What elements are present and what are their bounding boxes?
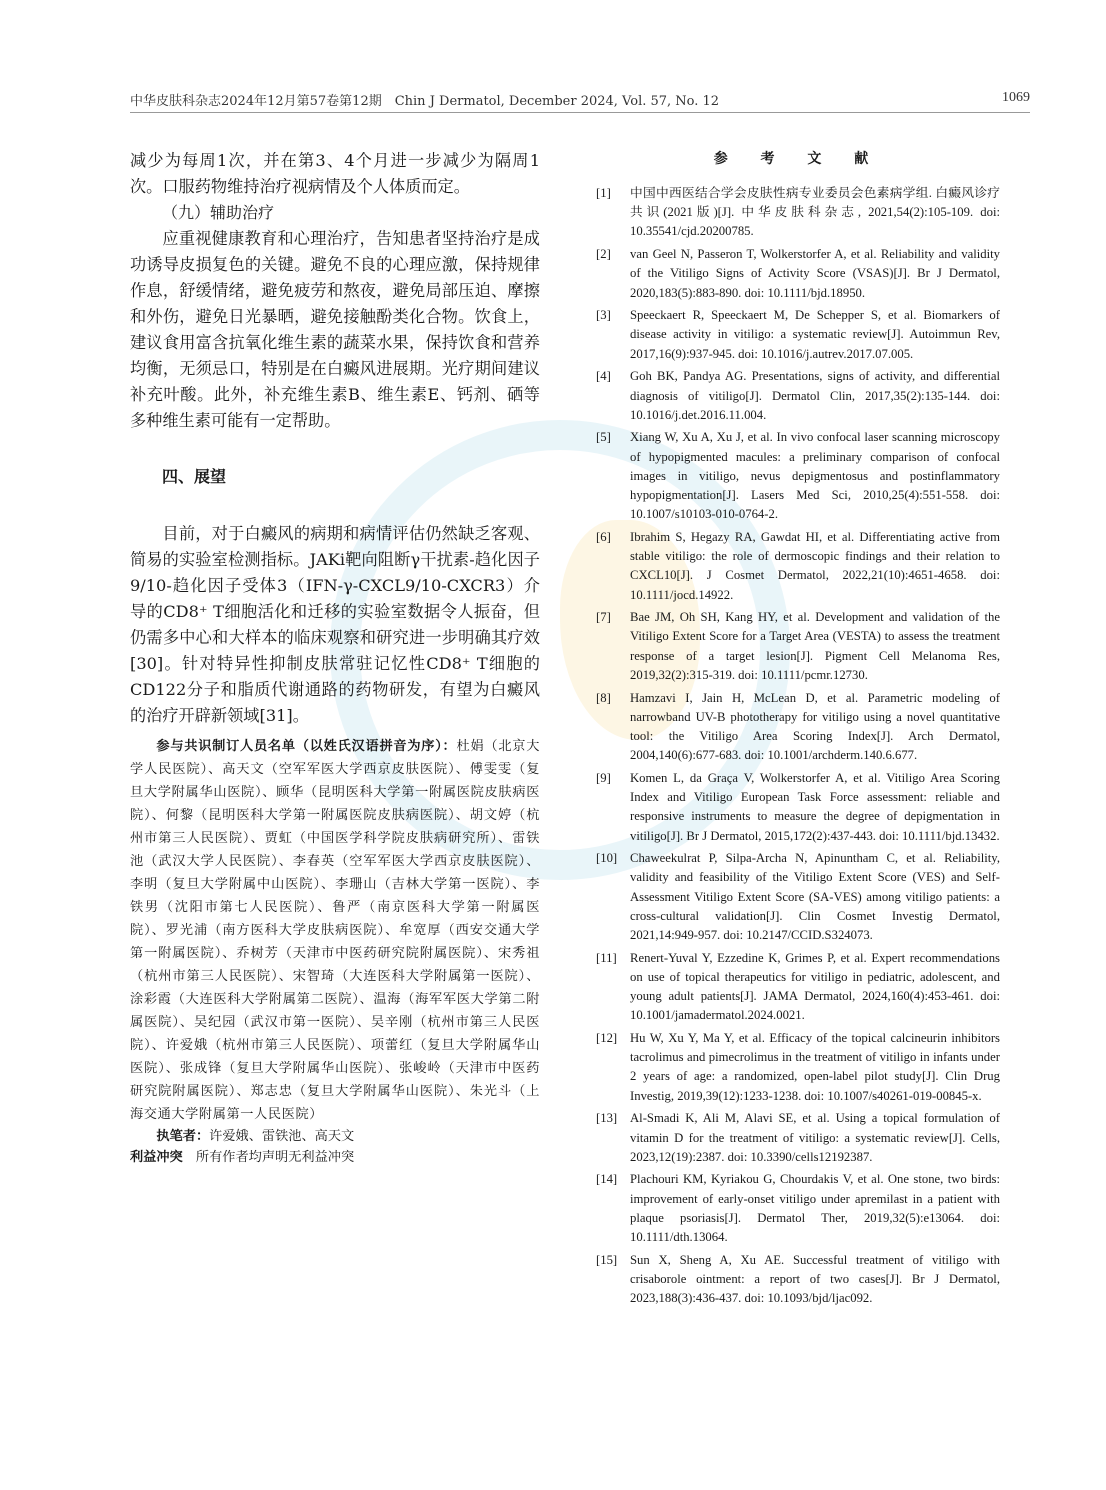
subheading-adjunct-therapy: （九）辅助治疗 xyxy=(162,203,275,222)
references-column xyxy=(596,148,1000,1312)
reference-text: Chaweekulrat P, Silpa-Archa N, Apinuntham C, et al. Reliability, validity and feasibility of the Vitiligo Extent Score (VES) and Self-Assessment Vitiligo Extent Score (SA-VES) among vitiligo patients: a cross-cultural validation[J]. Clin Cosmet Investig Dermatol, 2021,14:949-957. doi: 10.2147/CCID.S324073. xyxy=(630,851,1000,943)
page-number: 1069 xyxy=(1002,90,1030,105)
conflict-of-interest xyxy=(130,1148,540,1168)
reference-item xyxy=(596,1109,1000,1167)
reference-number: [14] xyxy=(596,1172,618,1187)
reference-number: [15] xyxy=(596,1252,618,1267)
running-header xyxy=(130,90,1030,113)
paragraph-maintenance: 减少为每周1次，并在第3、4个月进一步减少为隔周1次。口服药物维持治疗视病情及个人体质而定。 xyxy=(130,151,540,196)
reference-number: [7] xyxy=(596,610,611,625)
reference-number: [5] xyxy=(596,430,611,445)
references-title: 参 考 文 献 xyxy=(713,151,883,167)
reference-text: Bae JM, Oh SH, Kang HY, et al. Development and validation of the Vitiligo Extent Score for a Target Area (VESTA) to assess the treatment response of a target lesion[J]. Pigment Cell Melanoma Res, 2019,32(2):315-319. doi: 10.1111/pcmr.12730. xyxy=(630,610,1000,682)
paragraph-adjunct-therapy: 应重视健康教育和心理治疗，告知患者坚持治疗是成功诱导皮损复色的关键。避免不良的心理应激，保持规律作息，舒缓情绪，避免疲劳和熬夜，避免局部压迫、摩擦和外伤，避免日光暴晒，避免接触酚类化合物。饮食上，建议食用富含抗氧化维生素的蔬菜水果，保持饮食和营养均衡，无须忌口，特别是在白癜风进展期。光疗期间建议补充叶酸。此外，补充维生素B、维生素E、钙剂、硒等多种维生素可能有一定帮助。 xyxy=(130,229,540,430)
reference-item xyxy=(596,949,1000,1026)
reference-number: [6] xyxy=(596,529,611,544)
reference-item xyxy=(596,528,1000,605)
reference-item xyxy=(596,1029,1000,1106)
contributors-list: 杜娟（北京大学人民医院）、高天文（空军军医大学西京皮肤医院）、傅雯雯（复旦大学附属华山医院）、顾华（昆明医科大学第一附属医院皮肤病医院）、何黎（昆明医科大学第一附属医院皮肤病医院）、胡文婷（杭州市第三人民医院）、贾虹（中国医学科学院皮肤病研究所）、雷铁池（武汉大学人民医院）、李春英（空军军医大学西京皮肤医院）、李明（复旦大学附属中山医院）、李珊山（吉林大学第一医院）、李铁男（沈阳市第七人民医院）、鲁严（南京医科大学第一附属医院）、罗光浦（南方医科大学皮肤病医院）、牟宽厚（西安交通大学第一附属医院）、乔树芳（天津市中医药研究院附属医院）、宋秀祖（杭州市第三人民医院）、宋智琦（大连医科大学附属第一医院）、涂彩霞（大连医科大学附属第二医院）、温海（海军军医大学第二附属医院）、吴纪园（武汉市第一医院）、吴辛刚（杭州市第三人民医院）、许爱娥（杭州市第三人民医院）、项蕾红（复旦大学附属华山医院）、张成锋（复旦大学附属华山医院）、张峻岭（天津市中医药研究院附属医院）、郑志忠（复旦大学附属华山医院）、朱光斗（上海交通大学附属第一人民医院） xyxy=(130,739,540,1122)
reference-text: Hu W, Xu Y, Ma Y, et al. Efficacy of the topical calcineurin inhibitors tacrolimus and pimecrolimus in the treatment of vitiligo in infants under 2 years of age: a randomized, open-label pilot study[J]. Clin Drug Investig, 2019,39(12):1233-1238. doi: 10.1007/s40261-019-00845-x. xyxy=(630,1031,1000,1103)
paragraph-outlook: 目前，对于白癜风的病期和病情评估仍然缺乏客观、简易的实验室检测指标。JAKi靶向阻断γ干扰素-趋化因子9/10-趋化因子受体3（IFN-γ-CXCL9/10-CXCR3）介导的CD8⁺ T细胞活化和迁移的实验室数据令人振奋，但仍需多中心和大样本的临床观察和研究进一步明确其疗效[30]。针对特异性抑制皮肤常驻记忆性CD8⁺ T细胞的CD122分子和脂质代谢通路的药物研发，有望为白癜风的治疗开辟新领域[31]。 xyxy=(130,524,540,725)
reference-text: Xiang W, Xu A, Xu J, et al. In vivo confocal laser scanning microscopy of hypopigmented macules: a preliminary comparison of confocal images in vitiligo, nevus depigmentosus and postinflammatory hypopigmentation[J]. Lasers Med Sci, 2010,25(4):551-558. doi: 10.1007/s10103-010-0764-2. xyxy=(630,430,1000,522)
reference-number: [8] xyxy=(596,690,611,705)
reference-item xyxy=(596,608,1000,685)
reference-number: [3] xyxy=(596,308,611,323)
writers-label: 执笔者： xyxy=(156,1129,210,1144)
reference-text: Plachouri KM, Kyriakou G, Chourdakis V, et al. One stone, two birds: improvement of early-onset vitiligo under apremilast in a patient with plaque psoriasis[J]. Dermatol Ther, 2019,32(5):e13064. doi: 10.1111/dth.13064. xyxy=(630,1172,1000,1245)
reference-text: Renert-Yuval Y, Ezzedine K, Grimes P, et al. Expert recommendations on use of topical therapeutics for vitiligo in pediatric, adolescent, and young adult patients[J]. JAMA Dermatol, 2024,160(4):453-461. doi: 10.1001/jamadermatol.2024.0021. xyxy=(630,950,1000,1023)
reference-text: Ibrahim S, Hegazy RA, Gawdat HI, et al. Differentiating active from stable vitiligo: the role of dermoscopic findings and their relation to CXCL10[J]. J Cosmet Dermatol, 2022,21(10):4651-4658. doi: 10.1111/jocd.14922. xyxy=(630,529,1000,602)
reference-text: Hamzavi I, Jain H, McLean D, et al. Parametric modeling of narrowband UV-B phototherapy for vitiligo using a novel quantitative tool: the Vitiligo Area Scoring Index[J]. Arch Dermatol, 2004,140(6):677-683. doi: 10.1001/archderm.140.6.677. xyxy=(630,690,1000,763)
reference-number: [2] xyxy=(596,247,611,262)
writers-list: 许爱娥、雷铁池、高天文 xyxy=(209,1129,355,1144)
reference-number: [10] xyxy=(596,851,618,866)
coi-text: 所有作者均声明无利益冲突 xyxy=(182,1150,355,1165)
contributors xyxy=(130,735,540,1126)
reference-item xyxy=(596,769,1000,846)
reference-item xyxy=(596,689,1000,766)
reference-item xyxy=(596,428,1000,524)
reference-text: van Geel N, Passeron T, Wolkerstorfer A, et al. Reliability and validity of the Vitiligo Signs of Activity Score (VSAS)[J]. Br J Dermatol, 2020,183(5):883-890. doi: 10.1111/bjd.18950. xyxy=(630,247,1000,300)
reference-text: Speeckaert R, Speeckaert M, De Schepper S, et al. Biomarkers of disease activity in vitiligo: a systematic review[J]. Autoimmun Rev, 2017,16(9):937-945. doi: 10.1016/j.autrev.2017.07.005. xyxy=(630,308,1000,361)
reference-item xyxy=(596,1170,1000,1247)
reference-text: Goh BK, Pandya AG. Presentations, signs of activity, and differential diagnosis of vitiligo[J]. Dermatol Clin, 2017,35(2):135-144. doi: 10.1016/j.det.2016.11.004. xyxy=(630,369,1000,422)
reference-text: 中国中西医结合学会皮肤性病专业委员会色素病学组. 白癜风诊疗共识(2021版)[J]. 中华皮肤科杂志, 2021,54(2):105-109. doi: 10.35541/cjd.20200785. xyxy=(630,186,1000,239)
reference-number: [4] xyxy=(596,369,611,384)
reference-number: [1] xyxy=(596,186,611,200)
reference-text: Sun X, Sheng A, Xu AE. Successful treatment of vitiligo with crisaborole ointment: a report of two cases[J]. Br J Dermatol, 2023,188(3):436-437. doi: 10.1093/bjd/ljac092. xyxy=(630,1252,1000,1306)
reference-item xyxy=(596,306,1000,364)
reference-item xyxy=(596,245,1000,303)
reference-number: [12] xyxy=(596,1031,618,1046)
reference-number: [13] xyxy=(596,1111,618,1126)
reference-list xyxy=(596,184,1000,1308)
reference-item xyxy=(596,184,1000,242)
contributors-label: 参与共识制订人员名单（以姓氏汉语拼音为序）： xyxy=(156,739,457,754)
reference-number: [9] xyxy=(596,770,611,785)
reference-number: [11] xyxy=(596,950,617,965)
coi-label: 利益冲突 xyxy=(130,1150,183,1165)
writers xyxy=(130,1126,540,1148)
reference-item xyxy=(596,849,1000,945)
reference-text: Al-Smadi K, Ali M, Alavi SE, et al. Using a topical formulation of vitamin D for the treatment of vitiligo: a systematic review[J]. Cells, 2023,12(19):2387. doi: 10.3390/cells12192387. xyxy=(630,1111,1000,1164)
reference-item xyxy=(596,367,1000,425)
reference-text: Komen L, da Graça V, Wolkerstorfer A, et al. Vitiligo Area Scoring Index and Vitiligo European Task Force assessment: reliable and responsive instruments to measure the degree of depigmentation in vitiligo[J]. Br J Dermatol, 2015,172(2):437-443. doi: 10.1111/bjd.13432. xyxy=(630,770,1000,843)
left-column xyxy=(130,148,540,1168)
reference-item xyxy=(596,1251,1000,1309)
section-heading-outlook: 四、展望 xyxy=(162,467,227,486)
journal-citation: 中华皮肤科杂志2024年12月第57卷第12期 Chin J Dermatol, December 2024, Vol. 57, No. 12 xyxy=(130,94,720,109)
